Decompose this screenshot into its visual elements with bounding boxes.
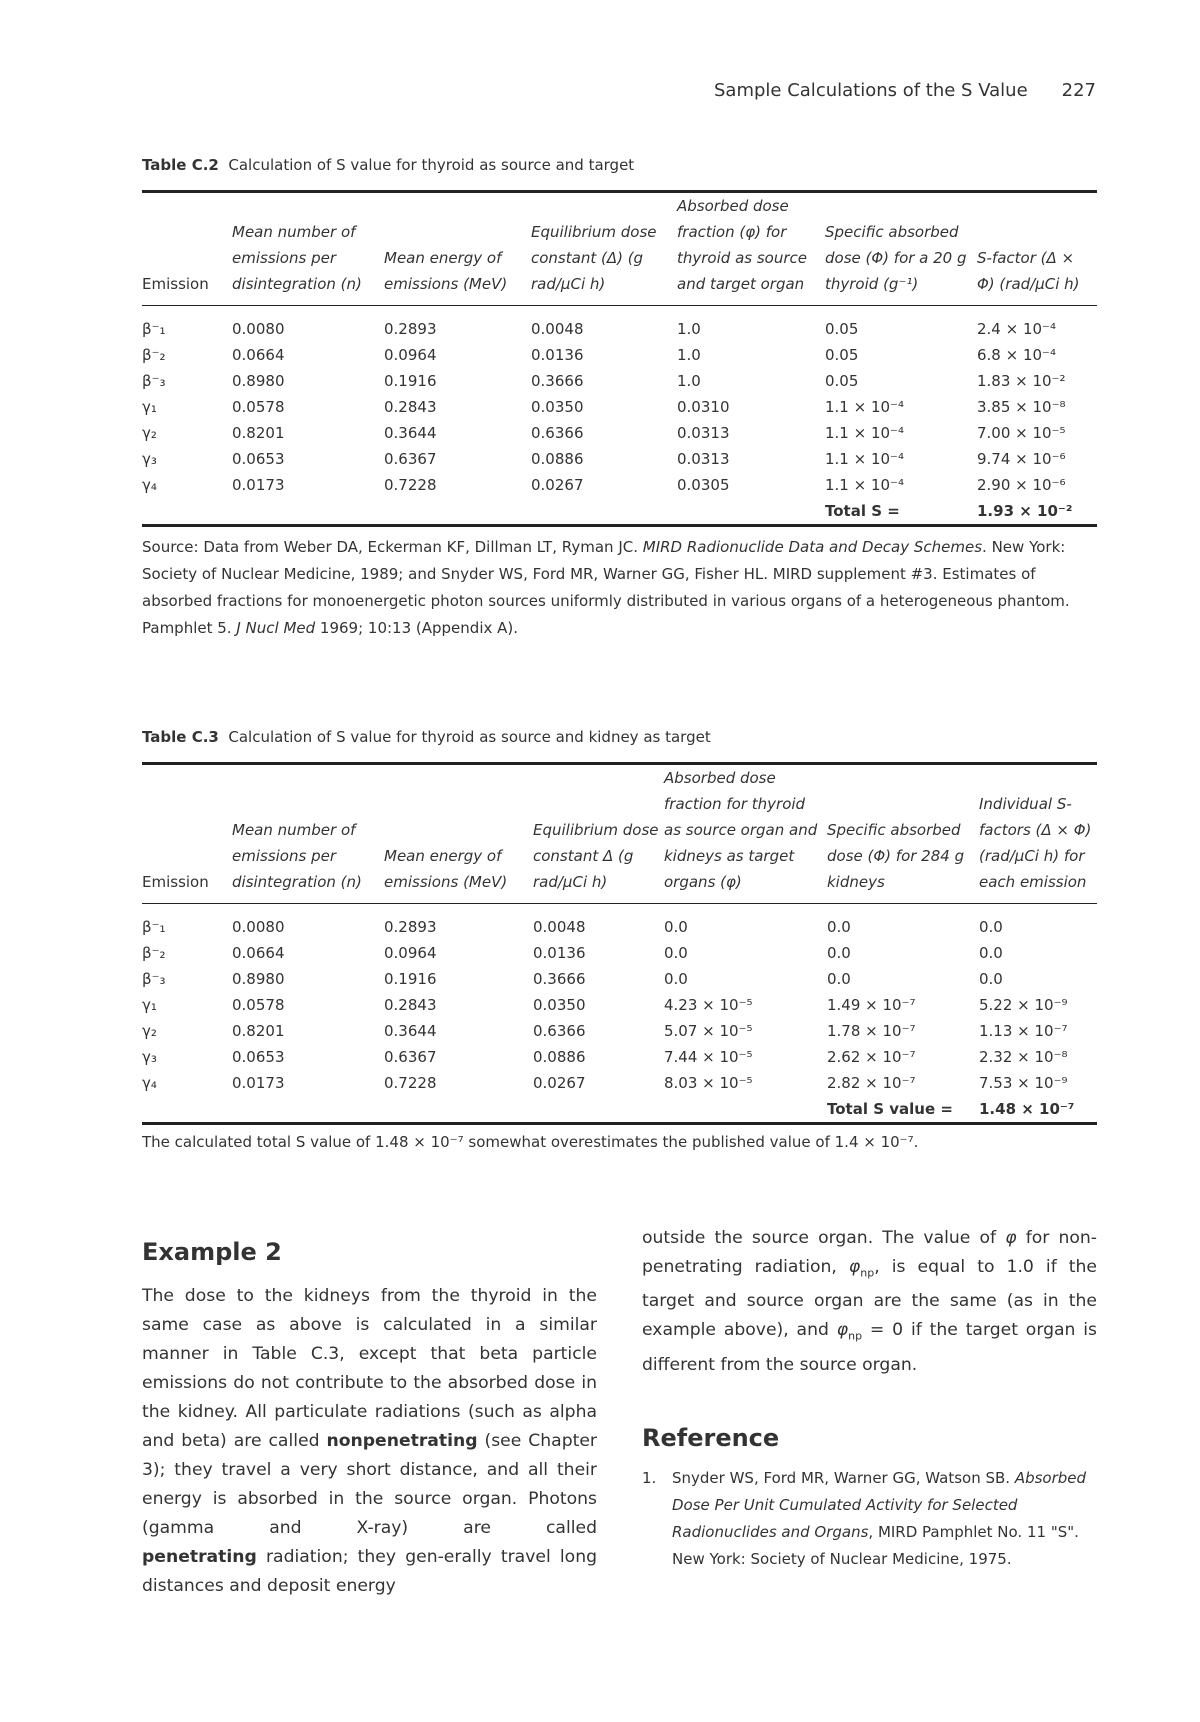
table-cell: 0.0080: [232, 320, 285, 338]
table-c2-header: Emission: [142, 275, 209, 293]
example-2-heading: Example 2: [142, 1238, 282, 1266]
emission-cell: β⁻₂: [142, 944, 166, 962]
table-cell: 0.05: [825, 346, 859, 364]
table-cell: 8.03 × 10⁻⁵: [664, 1074, 753, 1092]
empty-cell: [533, 1096, 664, 1124]
table-cell: 0.0350: [531, 398, 584, 416]
body-text: radiation; they gen-erally travel long distances and deposit energy: [142, 1547, 597, 1596]
empty-cell: [384, 498, 531, 526]
table-c2-caption: [142, 156, 634, 174]
table-row: [142, 342, 1097, 368]
table-cell: 0.0305: [677, 476, 730, 494]
table-c2-header: Equilibrium dose constant (Δ) (g rad/μCi h): [531, 223, 657, 293]
table-cell: 1.1 × 10⁻⁴: [825, 424, 904, 442]
table-c2-source-note: [142, 534, 1097, 642]
source-text: . New York: Society of Nuclear Medicine, 1989; and Snyder WS, Ford MR, Warner GG, Fisher HL. MIRD supplement #3. Estimates of absorbed fractions for monoenergetic photon sources uniformly distributed in various organs of a heterogeneous phantom. Pamphlet 5.: [142, 538, 1070, 637]
table-cell: 0.6366: [531, 424, 584, 442]
table-c2-header: S-factor (Δ × Φ) (rad/μCi h): [977, 249, 1080, 293]
table-cell: 0.8201: [232, 424, 285, 442]
table-cell: 0.3666: [531, 372, 584, 390]
table-cell: 1.13 × 10⁻⁷: [979, 1022, 1068, 1040]
table-cell: 0.0664: [232, 944, 285, 962]
table-cell: 0.0048: [531, 320, 584, 338]
table-cell: 0.0173: [232, 476, 285, 494]
table-cell: 0.0: [664, 918, 688, 936]
reference-suffix: , MIRD Pamphlet No. 11 "S". New York: Society of Nuclear Medicine, 1975.: [672, 1523, 1079, 1568]
table-cell: 0.0080: [232, 918, 285, 936]
reference-number: 1.: [642, 1469, 657, 1487]
emission-cell: γ₄: [142, 1074, 157, 1092]
example-2-right-column: [642, 1224, 1097, 1380]
term-penetrating: penetrating: [142, 1547, 257, 1567]
table-cell: 0.6366: [533, 1022, 586, 1040]
table-c2-title: Calculation of S value for thyroid as source and target: [228, 156, 635, 174]
running-title: Sample Calculations of the S Value: [714, 80, 1028, 101]
table-cell: 0.0313: [677, 450, 730, 468]
body-text: (see Chapter 3); they travel a very short distance, and all their energy is absorbed in the source organ. Photons (gamma and X-ray) are called: [142, 1431, 597, 1538]
table-row: [142, 472, 1097, 498]
table-cell: 0.2843: [384, 996, 437, 1014]
table-cell: 0.0964: [384, 346, 437, 364]
reference-heading: Reference: [642, 1424, 780, 1452]
table-cell: 0.0048: [533, 918, 586, 936]
table-row: [142, 368, 1097, 394]
table-c2-label: Table C.2: [142, 156, 219, 174]
table-cell: 0.05: [825, 320, 859, 338]
table-cell: 0.0578: [232, 996, 285, 1014]
table-cell: 0.0: [664, 970, 688, 988]
table-c3: [142, 762, 1097, 1125]
table-cell: 0.1916: [384, 970, 437, 988]
table-cell: 0.0964: [384, 944, 437, 962]
table-cell: 0.0267: [533, 1074, 586, 1092]
table-c3-label: Table C.3: [142, 728, 219, 746]
emission-cell: γ₁: [142, 996, 157, 1014]
table-row: [142, 306, 1097, 343]
table-cell: 0.2843: [384, 398, 437, 416]
table-c3-header-row: [142, 764, 1097, 904]
table-cell: 7.53 × 10⁻⁹: [979, 1074, 1068, 1092]
empty-cell: [677, 498, 825, 526]
table-cell: 0.2893: [384, 918, 437, 936]
table-cell: 0.0350: [533, 996, 586, 1014]
empty-cell: [232, 498, 384, 526]
total-row: [142, 1096, 1097, 1124]
table-row: [142, 904, 1097, 941]
table-cell: 0.8980: [232, 372, 285, 390]
empty-cell: [142, 498, 232, 526]
table-c2-header: Specific absorbed dose (Φ) for a 20 g thyroid (g⁻¹): [825, 223, 967, 293]
table-cell: 1.49 × 10⁻⁷: [827, 996, 916, 1014]
table-row: [142, 394, 1097, 420]
table-c3-caption: [142, 728, 711, 746]
table-c3-note: The calculated total S value of 1.48 × 10⁻⁷ somewhat overestimates the published value of 1.4 × 10⁻⁷.: [142, 1133, 919, 1151]
body-text: outside the source organ. The value of φ for non-penetrating radiation, $\varphi_{np}$, is equal to 1.0 if the target and source organ are the same (as in the example above), and $\varphi_{np} = 0$ if the target organ is different from the source organ.: [642, 1228, 1098, 1375]
subscript: np: [848, 1329, 863, 1343]
table-cell: 0.0664: [232, 346, 285, 364]
table-c3-header: Specific absorbed dose (Φ) for 284 g kidneys: [827, 821, 965, 891]
table-cell: 9.74 × 10⁻⁶: [977, 450, 1066, 468]
running-header: [714, 80, 1096, 101]
empty-cell: [531, 498, 677, 526]
table-cell: 0.8201: [232, 1022, 285, 1040]
table-row: [142, 420, 1097, 446]
table-c2-header: Mean number of emissions per disintegration (n): [232, 223, 362, 293]
table-cell: 0.3666: [533, 970, 586, 988]
emission-cell: γ₄: [142, 476, 157, 494]
table-cell: 1.1 × 10⁻⁴: [825, 476, 904, 494]
table-cell: 3.85 × 10⁻⁸: [977, 398, 1066, 416]
table-c3-header: Equilibrium dose constant Δ (g rad/μCi h): [533, 821, 659, 891]
table-cell: 0.8980: [232, 970, 285, 988]
table-row: [142, 446, 1097, 472]
table-cell: 0.3644: [384, 424, 437, 442]
table-cell: 0.05: [825, 372, 859, 390]
table-cell: 6.8 × 10⁻⁴: [977, 346, 1056, 364]
table-cell: 0.3644: [384, 1022, 437, 1040]
table-c3-title: Calculation of S value for thyroid as source and kidney as target: [228, 728, 711, 746]
table-row: [142, 1018, 1097, 1044]
total-value: 1.48 × 10⁻⁷: [979, 1100, 1075, 1118]
table-c2: [142, 190, 1097, 527]
table-cell: 5.22 × 10⁻⁹: [979, 996, 1068, 1014]
table-cell: 0.0310: [677, 398, 730, 416]
table-cell: 1.78 × 10⁻⁷: [827, 1022, 916, 1040]
emission-cell: β⁻₃: [142, 970, 166, 988]
total-label: Total S =: [825, 502, 900, 520]
table-c3-header: Mean energy of emissions (MeV): [384, 847, 508, 891]
table-c2-header-row: [142, 192, 1097, 306]
table-cell: 0.1916: [384, 372, 437, 390]
table-cell: 0.0886: [533, 1048, 586, 1066]
table-row: [142, 1044, 1097, 1070]
total-label: Total S value =: [827, 1100, 953, 1118]
table-cell: 0.0: [827, 944, 851, 962]
table-cell: 7.44 × 10⁻⁵: [664, 1048, 753, 1066]
table-cell: 0.0267: [531, 476, 584, 494]
table-cell: 2.82 × 10⁻⁷: [827, 1074, 916, 1092]
table-cell: 7.00 × 10⁻⁵: [977, 424, 1066, 442]
page-number: 227: [1061, 80, 1096, 101]
table-row: [142, 966, 1097, 992]
total-row: [142, 498, 1097, 526]
table-cell: 0.0136: [533, 944, 586, 962]
source-text: Source: Data from Weber DA, Eckerman KF, Dillman LT, Ryman JC.: [142, 538, 643, 556]
table-cell: 0.0: [664, 944, 688, 962]
table-cell: 0.0: [979, 970, 1003, 988]
table-cell: 0.0: [979, 918, 1003, 936]
reference-text: [672, 1465, 1097, 1573]
table-cell: 0.2893: [384, 320, 437, 338]
reference-item: [642, 1465, 1097, 1573]
source-journal: J Nucl Med: [236, 619, 316, 637]
emission-cell: β⁻₁: [142, 918, 166, 936]
table-cell: 1.1 × 10⁻⁴: [825, 398, 904, 416]
empty-cell: [142, 1096, 232, 1124]
table-row: [142, 1070, 1097, 1096]
table-cell: 1.0: [677, 320, 701, 338]
table-cell: 0.6367: [384, 1048, 437, 1066]
table-cell: 2.90 × 10⁻⁶: [977, 476, 1066, 494]
table-c3-header: Emission: [142, 873, 209, 891]
table-cell: 0.0: [827, 970, 851, 988]
table-cell: 0.7228: [384, 1074, 437, 1092]
source-book-title: MIRD Radionuclide Data and Decay Schemes: [642, 538, 983, 556]
empty-cell: [232, 1096, 384, 1124]
table-c2-header: Absorbed dose fraction (φ) for thyroid as source and target organ: [677, 197, 807, 293]
body-text: The dose to the kidneys from the thyroid in the same case as above is calculated in a similar manner in Table C.3, except that beta particle emissions do not contribute to the absorbed dose in the kidney. All particulate radiations (such as alpha and beta) are called: [142, 1286, 597, 1451]
table-cell: 0.7228: [384, 476, 437, 494]
table-cell: 0.0886: [531, 450, 584, 468]
table-cell: 2.32 × 10⁻⁸: [979, 1048, 1068, 1066]
table-cell: 1.83 × 10⁻²: [977, 372, 1066, 390]
table-row: [142, 992, 1097, 1018]
table-row: [142, 940, 1097, 966]
empty-cell: [384, 1096, 533, 1124]
subscript: np: [860, 1266, 875, 1280]
term-nonpenetrating: nonpenetrating: [326, 1431, 478, 1451]
table-cell: 1.1 × 10⁻⁴: [825, 450, 904, 468]
emission-cell: β⁻₂: [142, 346, 166, 364]
table-cell: 5.07 × 10⁻⁵: [664, 1022, 753, 1040]
table-c3-header: Individual S-factors (Δ × Φ) (rad/μCi h) for each emission: [979, 795, 1092, 891]
emission-cell: γ₂: [142, 424, 157, 442]
table-cell: 1.0: [677, 372, 701, 390]
emission-cell: γ₃: [142, 450, 157, 468]
example-2-left-column: [142, 1282, 597, 1596]
reference-title: Absorbed Dose Per Unit Cumulated Activity for Selected Radionuclides and Organs: [672, 1469, 1087, 1541]
total-value: 1.93 × 10⁻²: [977, 502, 1073, 520]
table-cell: 0.0653: [232, 450, 285, 468]
emission-cell: β⁻₁: [142, 320, 166, 338]
table-cell: 0.6367: [384, 450, 437, 468]
table-cell: 0.0653: [232, 1048, 285, 1066]
empty-cell: [664, 1096, 827, 1124]
table-cell: 0.0: [827, 918, 851, 936]
source-text: 1969; 10:13 (Appendix A).: [315, 619, 519, 637]
emission-cell: β⁻₃: [142, 372, 166, 390]
table-cell: 0.0: [979, 944, 1003, 962]
reference-authors: Snyder WS, Ford MR, Warner GG, Watson SB.: [672, 1469, 1015, 1487]
table-cell: 0.0578: [232, 398, 285, 416]
table-cell: 0.0136: [531, 346, 584, 364]
emission-cell: γ₃: [142, 1048, 157, 1066]
table-cell: 2.62 × 10⁻⁷: [827, 1048, 916, 1066]
table-c3-header: Absorbed dose fraction for thyroid as source organ and kidneys as target organs (φ): [664, 769, 818, 891]
table-cell: 2.4 × 10⁻⁴: [977, 320, 1056, 338]
table-cell: 1.0: [677, 346, 701, 364]
emission-cell: γ₁: [142, 398, 157, 416]
emission-cell: γ₂: [142, 1022, 157, 1040]
table-cell: 4.23 × 10⁻⁵: [664, 996, 753, 1014]
table-c3-header: Mean number of emissions per disintegration (n): [232, 821, 362, 891]
table-cell: 0.0173: [232, 1074, 285, 1092]
table-c2-header: Mean energy of emissions (MeV): [384, 249, 508, 293]
table-cell: 0.0313: [677, 424, 730, 442]
